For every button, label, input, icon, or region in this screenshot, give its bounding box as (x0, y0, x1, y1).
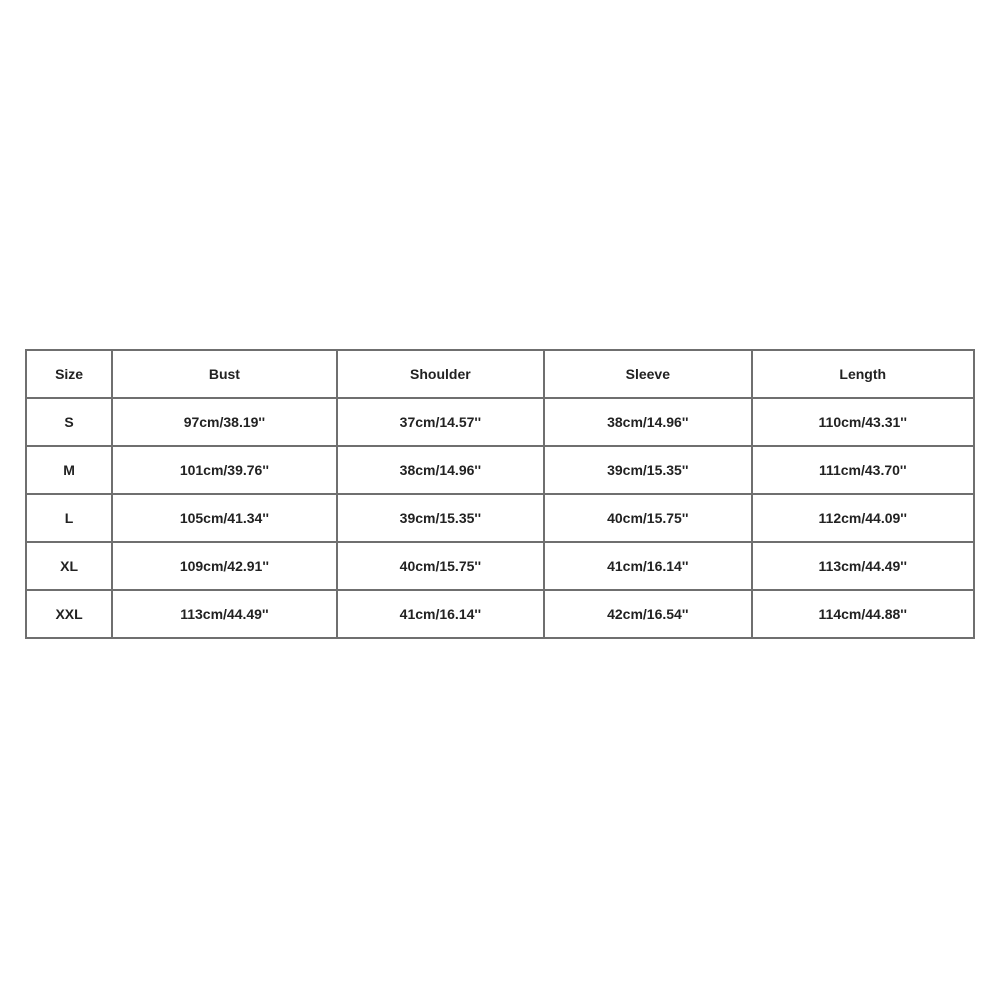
cell-size: XXL (26, 590, 112, 638)
header-size: Size (26, 350, 112, 398)
header-length: Length (752, 350, 974, 398)
header-shoulder: Shoulder (337, 350, 544, 398)
size-chart-table (25, 349, 975, 639)
cell-size: S (26, 398, 112, 446)
cell-shoulder: 39cm/15.35'' (337, 494, 544, 542)
cell-shoulder: 38cm/14.96'' (337, 446, 544, 494)
cell-size: XL (26, 542, 112, 590)
cell-size: M (26, 446, 112, 494)
cell-bust: 101cm/39.76'' (112, 446, 336, 494)
cell-length: 110cm/43.31'' (752, 398, 974, 446)
table-row (26, 590, 974, 638)
table-row (26, 398, 974, 446)
header-row (26, 350, 974, 398)
header-bust: Bust (112, 350, 336, 398)
cell-length: 114cm/44.88'' (752, 590, 974, 638)
cell-bust: 113cm/44.49'' (112, 590, 336, 638)
cell-bust: 109cm/42.91'' (112, 542, 336, 590)
cell-sleeve: 42cm/16.54'' (544, 590, 751, 638)
cell-sleeve: 40cm/15.75'' (544, 494, 751, 542)
cell-size: L (26, 494, 112, 542)
table-row (26, 542, 974, 590)
cell-shoulder: 41cm/16.14'' (337, 590, 544, 638)
cell-length: 113cm/44.49'' (752, 542, 974, 590)
cell-sleeve: 38cm/14.96'' (544, 398, 751, 446)
cell-sleeve: 39cm/15.35'' (544, 446, 751, 494)
cell-length: 111cm/43.70'' (752, 446, 974, 494)
cell-sleeve: 41cm/16.14'' (544, 542, 751, 590)
cell-length: 112cm/44.09'' (752, 494, 974, 542)
table-row (26, 446, 974, 494)
table-row (26, 494, 974, 542)
cell-shoulder: 40cm/15.75'' (337, 542, 544, 590)
cell-bust: 97cm/38.19'' (112, 398, 336, 446)
cell-bust: 105cm/41.34'' (112, 494, 336, 542)
cell-shoulder: 37cm/14.57'' (337, 398, 544, 446)
header-sleeve: Sleeve (544, 350, 751, 398)
